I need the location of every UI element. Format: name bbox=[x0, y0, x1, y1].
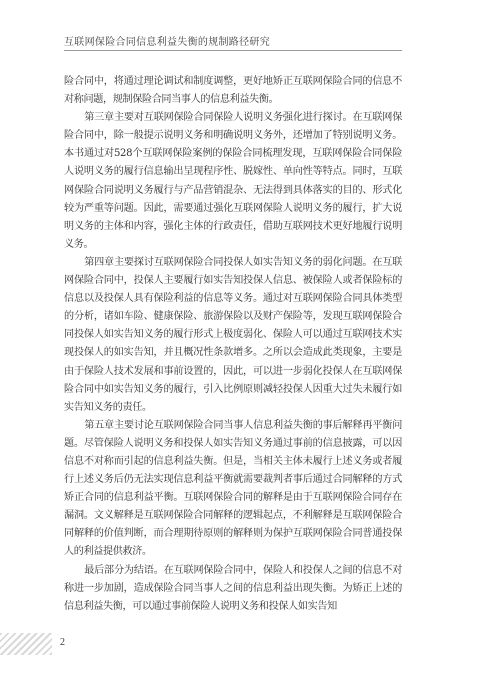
header-divider bbox=[64, 50, 402, 51]
page-number: 2 bbox=[60, 637, 65, 648]
paragraph-conclusion: 最后部分为结语。在互联网保险合同中，保险人和投保人之间的信息不对称进一步加剧，造成保险合同当事人之间的信息利益出现失衡。为矫正上述的信息利益失衡，可以通过事前保险人说明义务和投保人如实告知 bbox=[64, 564, 402, 612]
paragraph-chapter-five: 第五章主要讨论互联网保险合同当事人信息利益失衡的事后解释再平衡问题。尽管保险人说明义务和投保人如实告知义务通过事前的信息披露，可以因信息不对称而引起的信息利益失衡。但是，当相关主体未履行上述义务或者履行上述义务后仍无法实现信息利益平衡就需要裁判者事后通过合同解释的方式矫正合同的信息利益平衡。互联网保险合同的解释是由于互联网保险合同存在漏洞。文义解释是互联网保险合同解释的逻辑起点，不利解释是互联网保险合同解释的价值判断，而合理期待原则的解释则为保护互联网保险合同普通投保人的利益提供救济。 bbox=[64, 419, 402, 558]
body-text bbox=[64, 73, 402, 616]
footer-decoration bbox=[0, 633, 52, 655]
running-header: 互联网保险合同信息利益失衡的规制路径研究 bbox=[64, 37, 270, 48]
paragraph-chapter-four: 第四章主要探讨互联网保险合同投保人如实告知义务的弱化问题。在互联网保险合同中，投保人主要履行如实告知投保人信息、被保险人或者保险标的信息以及投保人具有保险利益的信息等义务。通过对互联网保险合同具体类型的分析，诸如车险、健康保险、旅游保险以及财产保险等，发现互联网保险合同投保人如实告知义务的履行形式上极度弱化、保险人可以通过互联网技术实现投保人的如实告知，并且概况性条款增多。之所以会造成此类现象，主要是由于保险人技术发展和事前设置的，因此，可以进一步弱化投保人在互联网保险合同中如实告知义务的履行，引入比例原则减轻投保人因重大过失未履行如实告知义务的责任。 bbox=[64, 256, 402, 413]
paragraph-continued: 险合同中，将通过理论调试和制度调整，更好地矫正互联网保险合同的信息不对称问题，规制保险合同当事人的信息利益失衡。 bbox=[64, 76, 402, 106]
paragraph-chapter-three: 第三章主要对互联网保险合同保险人说明义务强化进行探讨。在互联网保险合同中，除一般提示说明义务和明确说明义务外，还增加了特别说明义务。本书通过对528个互联网保险案例的保险合同梳理发现，互联网保险合同保险人说明义务的履行信息输出呈现程序性、脱嫁性、单向性等特点。同时，互联网保险合同说明义务履行与产品营销混杂、无法得到具体落实的目的、形式化较为严重等问题。因此，需要通过强化互联网保险人说明义务的履行，扩大说明义务的主体和内容，强化主体的行政责任，借助互联网技术更好地履行说明义务。 bbox=[64, 112, 402, 250]
